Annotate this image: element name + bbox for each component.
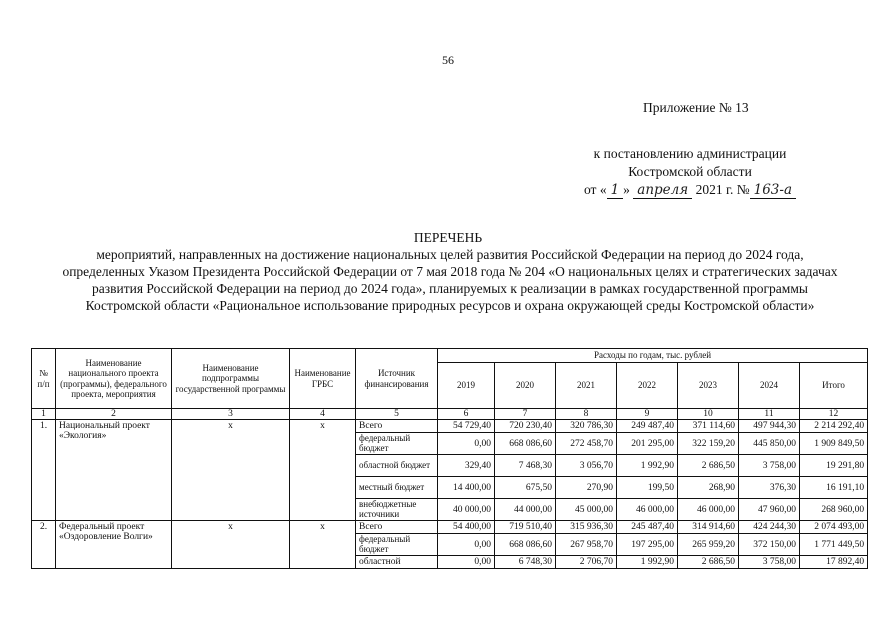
expense-value: 3 056,70 xyxy=(556,455,617,477)
header-year: 2020 xyxy=(495,363,556,409)
expense-value: 314 914,60 xyxy=(678,521,739,534)
project-name: Федеральный проект «Оздоровление Волги» xyxy=(56,521,172,569)
column-index: 1 xyxy=(32,409,56,420)
header-expenses: Расходы по годам, тыс. рублей xyxy=(438,349,868,363)
funding-source: Всего xyxy=(356,420,438,433)
header-num: № п/п xyxy=(32,349,56,409)
expense-value: 7 468,30 xyxy=(495,455,556,477)
document-title: ПЕРЕЧЕНЬ xyxy=(413,230,483,245)
expense-value: 245 487,40 xyxy=(617,521,678,534)
header-year: 2021 xyxy=(556,363,617,409)
expense-value: 315 936,30 xyxy=(556,521,617,534)
expense-value: 46 000,00 xyxy=(678,499,739,521)
expense-value: 668 086,60 xyxy=(495,433,556,455)
header-project: Наименование национального проекта (программы), федерального проекта, мероприятия xyxy=(56,349,172,409)
expense-value: 424 244,30 xyxy=(739,521,800,534)
expense-value: 268,90 xyxy=(678,477,739,499)
page-number: 56 xyxy=(442,53,454,67)
expense-value: 268 960,00 xyxy=(800,499,868,521)
expense-value: 40 000,00 xyxy=(438,499,495,521)
expense-value: 1 909 849,50 xyxy=(800,433,868,455)
expense-value: 372 150,00 xyxy=(739,534,800,556)
expense-value: 47 960,00 xyxy=(739,499,800,521)
column-index: 9 xyxy=(617,409,678,420)
decree-prefix: от « xyxy=(583,182,607,197)
column-index-row xyxy=(32,409,868,420)
expense-value: 199,50 xyxy=(617,477,678,499)
header-source: Источник финансирования xyxy=(356,349,438,409)
row-number: 2. xyxy=(32,521,56,569)
expense-value: 322 159,20 xyxy=(678,433,739,455)
expense-value: 54 729,40 xyxy=(438,420,495,433)
funding-source: внебюджетные источники xyxy=(356,499,438,521)
column-index: 10 xyxy=(678,409,739,420)
expense-value: 2 214 292,40 xyxy=(800,420,868,433)
expenses-table xyxy=(31,348,868,569)
expense-value: 17 892,40 xyxy=(800,556,868,569)
funding-source: местный бюджет xyxy=(356,477,438,499)
decree-year: 2021 г. № xyxy=(695,182,750,197)
funding-source: областной xyxy=(356,556,438,569)
expense-value: 3 758,00 xyxy=(739,455,800,477)
expense-value: 445 850,00 xyxy=(739,433,800,455)
project-name: Национальный проект «Экология» xyxy=(56,420,172,521)
expense-value: 0,00 xyxy=(438,433,495,455)
decree-line-2: Костромской области xyxy=(628,164,752,179)
header-total: Итого xyxy=(800,363,868,409)
expense-value: 0,00 xyxy=(438,556,495,569)
expense-value: 1 771 449,50 xyxy=(800,534,868,556)
subprogram-name: х xyxy=(172,420,290,521)
expense-value: 19 291,80 xyxy=(800,455,868,477)
expense-value: 2 074 493,00 xyxy=(800,521,868,534)
funding-source: федеральный бюджет xyxy=(356,534,438,556)
expense-value: 1 992,90 xyxy=(617,556,678,569)
header-year: 2023 xyxy=(678,363,739,409)
decree-number: 163-а xyxy=(750,182,796,199)
expense-value: 197 295,00 xyxy=(617,534,678,556)
column-index: 2 xyxy=(56,409,172,420)
expense-value: 376,30 xyxy=(739,477,800,499)
appendix-label: Приложение № 13 xyxy=(643,100,749,115)
expense-value: 719 510,40 xyxy=(495,521,556,534)
decree-day: 1 xyxy=(607,182,624,199)
header-year: 2024 xyxy=(739,363,800,409)
expense-value: 267 958,70 xyxy=(556,534,617,556)
expense-value: 720 230,40 xyxy=(495,420,556,433)
column-index: 7 xyxy=(495,409,556,420)
expense-value: 0,00 xyxy=(438,534,495,556)
expense-value: 54 400,00 xyxy=(438,521,495,534)
expense-value: 320 786,30 xyxy=(556,420,617,433)
expense-value: 272 458,70 xyxy=(556,433,617,455)
decree-date-line xyxy=(560,181,820,199)
expense-value: 675,50 xyxy=(495,477,556,499)
decree-reference xyxy=(560,145,820,199)
expense-value: 2 686,50 xyxy=(678,556,739,569)
expense-value: 249 487,40 xyxy=(617,420,678,433)
document-subtitle: мероприятий, направленных на достижение национальных целей развития Российской Федерации на период до 2024 года, определенных Указом Президента Российской Федерации от 7 мая 2018 года № 204 «О национальных целях и стратегических задачах развития Российской Федерации на период до 2024 года», планируемых к реализации в рамках государственной программы Костромской области «Рациональное использование природных ресурсов и охрана окружающей среды Костромской области» xyxy=(62,247,838,313)
grbs-name: х xyxy=(290,521,356,569)
expense-value: 201 295,00 xyxy=(617,433,678,455)
column-index: 12 xyxy=(800,409,868,420)
expense-value: 329,40 xyxy=(438,455,495,477)
decree-month: апреля xyxy=(633,182,692,199)
expense-value: 270,90 xyxy=(556,477,617,499)
table-row xyxy=(32,420,868,433)
expense-value: 14 400,00 xyxy=(438,477,495,499)
expense-value: 1 992,90 xyxy=(617,455,678,477)
header-year: 2022 xyxy=(617,363,678,409)
column-index: 3 xyxy=(172,409,290,420)
expense-value: 371 114,60 xyxy=(678,420,739,433)
expense-value: 3 758,00 xyxy=(739,556,800,569)
expense-value: 497 944,30 xyxy=(739,420,800,433)
header-subprogram: Наименование подпрограммы государственной программы xyxy=(172,349,290,409)
expense-value: 16 191,10 xyxy=(800,477,868,499)
column-index: 8 xyxy=(556,409,617,420)
column-index: 6 xyxy=(438,409,495,420)
row-number: 1. xyxy=(32,420,56,521)
expense-value: 45 000,00 xyxy=(556,499,617,521)
expense-value: 6 748,30 xyxy=(495,556,556,569)
column-index: 11 xyxy=(739,409,800,420)
funding-source: областной бюджет xyxy=(356,455,438,477)
header-grbs: Наименование ГРБС xyxy=(290,349,356,409)
column-index: 5 xyxy=(356,409,438,420)
decree-mid: » xyxy=(623,182,630,197)
expense-value: 44 000,00 xyxy=(495,499,556,521)
expense-value: 46 000,00 xyxy=(617,499,678,521)
expense-value: 265 959,20 xyxy=(678,534,739,556)
expense-value: 2 706,70 xyxy=(556,556,617,569)
header-year: 2019 xyxy=(438,363,495,409)
table-row xyxy=(32,521,868,534)
subprogram-name: х xyxy=(172,521,290,569)
expense-value: 668 086,60 xyxy=(495,534,556,556)
funding-source: Всего xyxy=(356,521,438,534)
decree-line-1: к постановлению администрации xyxy=(593,146,787,161)
expense-value: 2 686,50 xyxy=(678,455,739,477)
column-index: 4 xyxy=(290,409,356,420)
grbs-name: х xyxy=(290,420,356,521)
funding-source: федеральный бюджет xyxy=(356,433,438,455)
